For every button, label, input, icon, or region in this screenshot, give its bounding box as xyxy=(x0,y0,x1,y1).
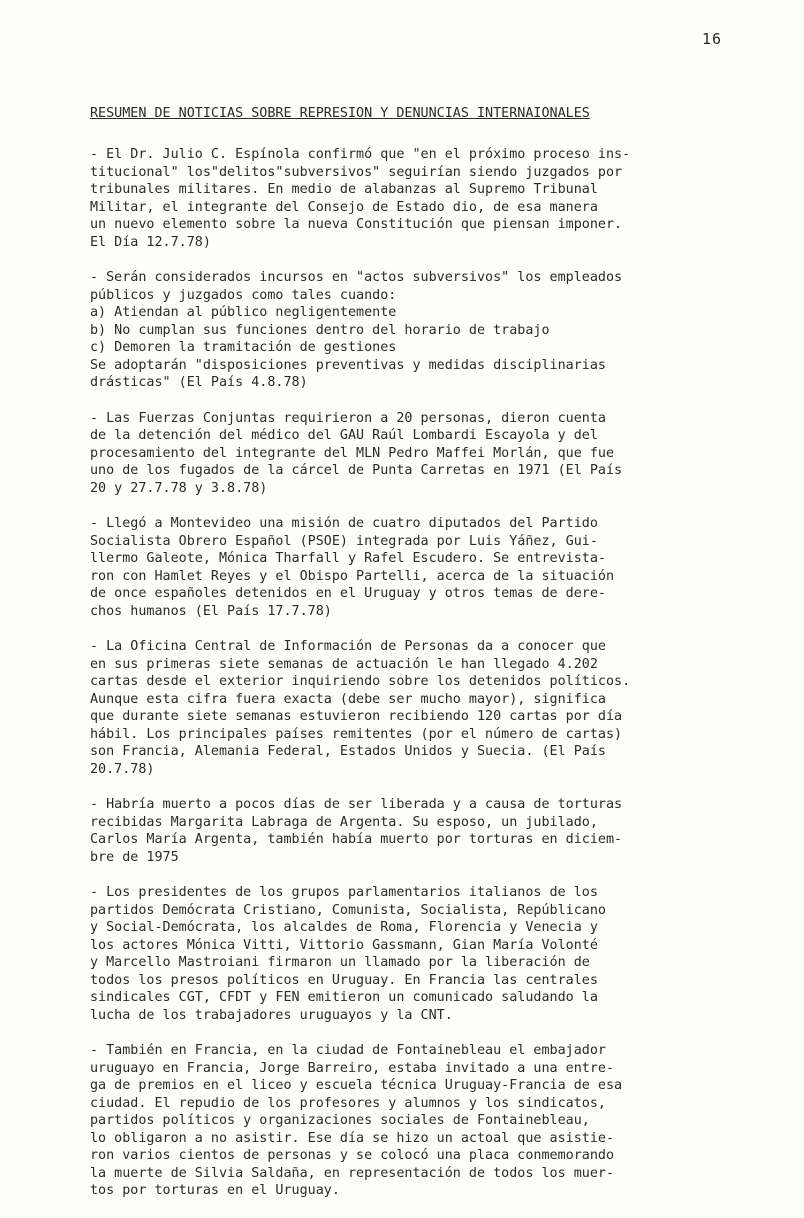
text-line: 20.7.78) xyxy=(90,761,155,777)
text-line: El Día 12.7.78) xyxy=(90,234,211,250)
text-line: ciudad. El repudio de los profesores y alumnos y los sindicatos, xyxy=(90,1095,606,1111)
text-line: - Los presidentes de los grupos parlamentarios italianos de los xyxy=(90,885,598,900)
text-line: lucha de los trabajadores uruguayos y la CNT. xyxy=(90,1007,453,1023)
news-item xyxy=(90,638,710,778)
text-line: Militar, el integrante del Consejo de Estado dio, de esa manera xyxy=(90,199,598,215)
text-line: Se adoptarán "disposiciones preventivas y medidas disciplinarias xyxy=(90,357,606,373)
text-line: y Marcello Mastroiani firmaron un llamado por la liberación de xyxy=(90,955,590,970)
news-item xyxy=(90,146,710,251)
text-line: sindicales CGT, CFDT y FEN emitieron un comunicado saludando la xyxy=(90,990,598,1005)
text-line: ron con Hamlet Reyes y el Obispo Partelli, acerca de la situación xyxy=(90,568,615,584)
text-line: de la detención del médico del GAU Raúl Lombardi Escayola y del xyxy=(90,428,598,443)
text-line: titucional" los"delitos"subversivos" seguirían siendo juzgados por xyxy=(90,164,623,180)
text-line: chos humanos (El País 17.7.78) xyxy=(90,603,332,619)
text-line: partidos Demócrata Cristiano, Comunista, Socialista, Repúblicano xyxy=(90,902,606,918)
text-line: ron varios cientos de personas y se colocó una placa conmemorando xyxy=(90,1148,615,1163)
text-line: ga de premios en el liceo y escuela técnica Uruguay-Francia de esa xyxy=(90,1078,623,1093)
text-line: 20 y 27.7.78 y 3.8.78) xyxy=(90,480,268,496)
text-line: - También en Francia, en la ciudad de Fontainebleau el embajador xyxy=(90,1043,606,1058)
text-line: - La Oficina Central de Información de Personas da a conocer que xyxy=(90,639,606,654)
text-line: uno de los fugados de la cárcel de Punta Carretas en 1971 (El País xyxy=(90,463,623,478)
text-line: llermo Galeote, Mónica Tharfall y Rafel Escudero. Se entrevista- xyxy=(90,551,606,566)
text-line: recibidas Margarita Labraga de Argenta. Su esposo, un jubilado, xyxy=(90,814,598,830)
text-line: - Llegó a Montevideo una misión de cuatro diputados del Partido xyxy=(90,516,598,531)
news-item xyxy=(90,1042,710,1200)
document-body xyxy=(90,146,710,1218)
text-line: los actores Mónica Vitti, Vittorio Gassmann, Gian María Volonté xyxy=(90,937,598,953)
text-line: - Las Fuerzas Conjuntas requirieron a 20 personas, dieron cuenta xyxy=(90,410,606,426)
text-line: - El Dr. Julio C. Espínola confirmó que "en el próximo proceso ins- xyxy=(90,147,631,162)
text-line: tos por torturas en el Uruguay. xyxy=(90,1183,340,1198)
text-line: Aunque esta cifra fuera exacta (debe ser mucho mayor), significa xyxy=(90,691,606,707)
page-number: 16 xyxy=(702,30,723,48)
text-line: y Social-Demócrata, los alcaldes de Roma, Florencia y Venecia y xyxy=(90,920,598,935)
text-line: son Francia, Alemania Federal, Estados Unidos y Suecia. (El País xyxy=(90,744,606,759)
text-line: en sus primeras siete semanas de actuación le han llegado 4.202 xyxy=(90,656,598,672)
text-line: públicos y juzgados como tales cuando: xyxy=(90,287,397,303)
text-line: drásticas" (El País 4.8.78) xyxy=(90,375,308,390)
text-line: la muerte de Silvia Saldaña, en representación de todos los muer- xyxy=(90,1165,615,1181)
news-item xyxy=(90,884,710,1024)
text-line: Carlos María Argenta, también había muerto por torturas en diciem- xyxy=(90,832,623,847)
text-line: un nuevo elemento sobre la nueva Constitución que piensan imponer. xyxy=(90,217,623,232)
text-line: procesamiento del integrante del MLN Pedro Maffei Morlán, que fue xyxy=(90,445,615,461)
text-line: tribunales militares. En medio de alabanzas al Supremo Tribunal xyxy=(90,182,598,197)
news-item xyxy=(90,269,710,392)
text-line: - Serán considerados incursos en "actos subversivos" los empleados xyxy=(90,270,623,285)
text-line: hábil. Los principales países remitentes (por el número de cartas) xyxy=(90,726,623,742)
text-line: cartas desde el exterior inquiriendo sobre los detenidos políticos. xyxy=(90,674,631,689)
text-line: partidos políticos y organizaciones sociales de Fontainebleau, xyxy=(90,1113,590,1128)
text-line: Socialista Obrero Español (PSOE) integrada por Luis Yáñez, Gui- xyxy=(90,533,598,549)
text-line: - Habría muerto a pocos días de ser liberada y a causa de torturas xyxy=(90,797,623,812)
text-line: uruguayo en Francia, Jorge Barreiro, estaba invitado a una entre- xyxy=(90,1060,615,1076)
text-line: que durante siete semanas estuvieron recibiendo 120 cartas por día xyxy=(90,709,623,724)
news-item xyxy=(90,515,710,620)
text-line: a) Atiendan al público negligentemente xyxy=(90,305,397,320)
text-line: c) Demoren la tramitación de gestiones xyxy=(90,340,397,355)
text-line: todos los presos políticos en Uruguay. En Francia las centrales xyxy=(90,972,598,988)
news-item xyxy=(90,410,710,498)
text-line: bre de 1975 xyxy=(90,849,179,865)
news-item xyxy=(90,796,710,866)
document-title: RESUMEN DE NOTICIAS SOBRE REPRESION Y DENUNCIAS INTERNAIONALES xyxy=(90,106,590,121)
text-line: lo obligaron a no asistir. Ese día se hizo un actoal que asistie- xyxy=(90,1130,615,1146)
text-line: de once españoles detenidos en el Uruguay y otros temas de dere- xyxy=(90,586,606,601)
text-line: b) No cumplan sus funciones dentro del horario de trabajo xyxy=(90,322,550,338)
